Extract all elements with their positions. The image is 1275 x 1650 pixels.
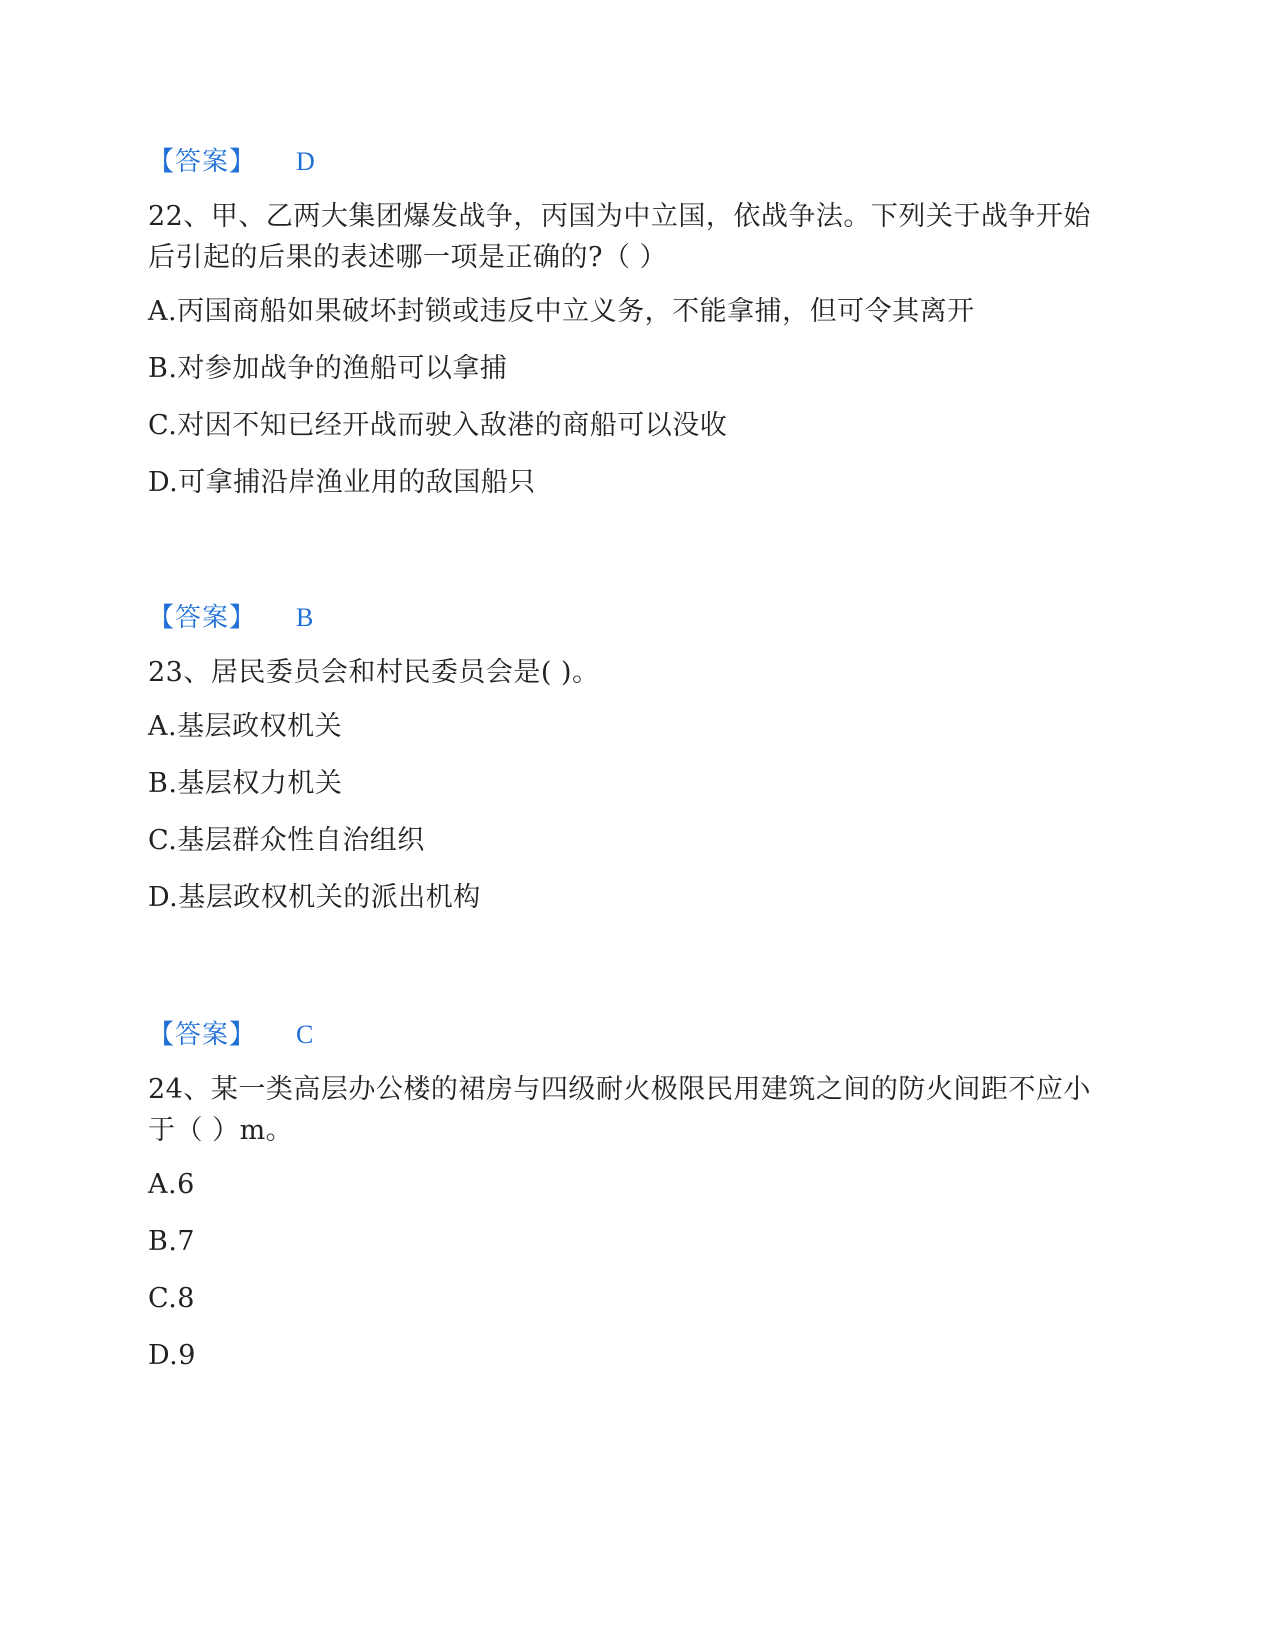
answer-label: 【答案】 [148,603,257,633]
answer-value: D [296,147,315,176]
question-block-22 [148,142,1108,503]
option-b: B.对参加战争的渔船可以拿捕 [148,353,508,384]
option-d: D.9 [148,1340,196,1371]
option-a: A.丙国商船如果破坏封锁或违反中立义务，不能拿捕，但可令其离开 [148,296,975,327]
answer-line [148,142,1108,182]
answer-label: 【答案】 [148,147,257,177]
answer-value: C [296,1020,314,1049]
question-text: 24、某一类高层办公楼的裙房与四级耐火极限民用建筑之间的防火间距不应小于（ ）m。 [148,1074,1091,1146]
option-d: D.基层政权机关的派出机构 [148,882,481,913]
option-c: C.对因不知已经开战而驶入敌港的商船可以没收 [148,410,728,441]
answer-line [148,598,1108,638]
option-b: B.7 [148,1226,196,1257]
option-a: A.基层政权机关 [148,711,343,742]
answer-label: 【答案】 [148,1020,257,1050]
question-block-24 [148,1015,1108,1376]
option-c: C.8 [148,1283,195,1314]
question-block-23 [148,598,1108,918]
option-d: D.可拿捕沿岸渔业用的敌国船只 [148,467,536,498]
option-b: B.基层权力机关 [148,768,343,799]
answer-line [148,1015,1108,1055]
option-c: C.基层群众性自治组织 [148,825,425,856]
question-text: 22、甲、乙两大集团爆发战争，丙国为中立国，依战争法。下列关于战争开始后引起的后果的表述哪一项是正确的?（ ） [148,201,1091,273]
question-text: 23、居民委员会和村民委员会是( )。 [148,657,600,688]
option-a: A.6 [148,1169,195,1200]
answer-value: B [296,603,314,632]
